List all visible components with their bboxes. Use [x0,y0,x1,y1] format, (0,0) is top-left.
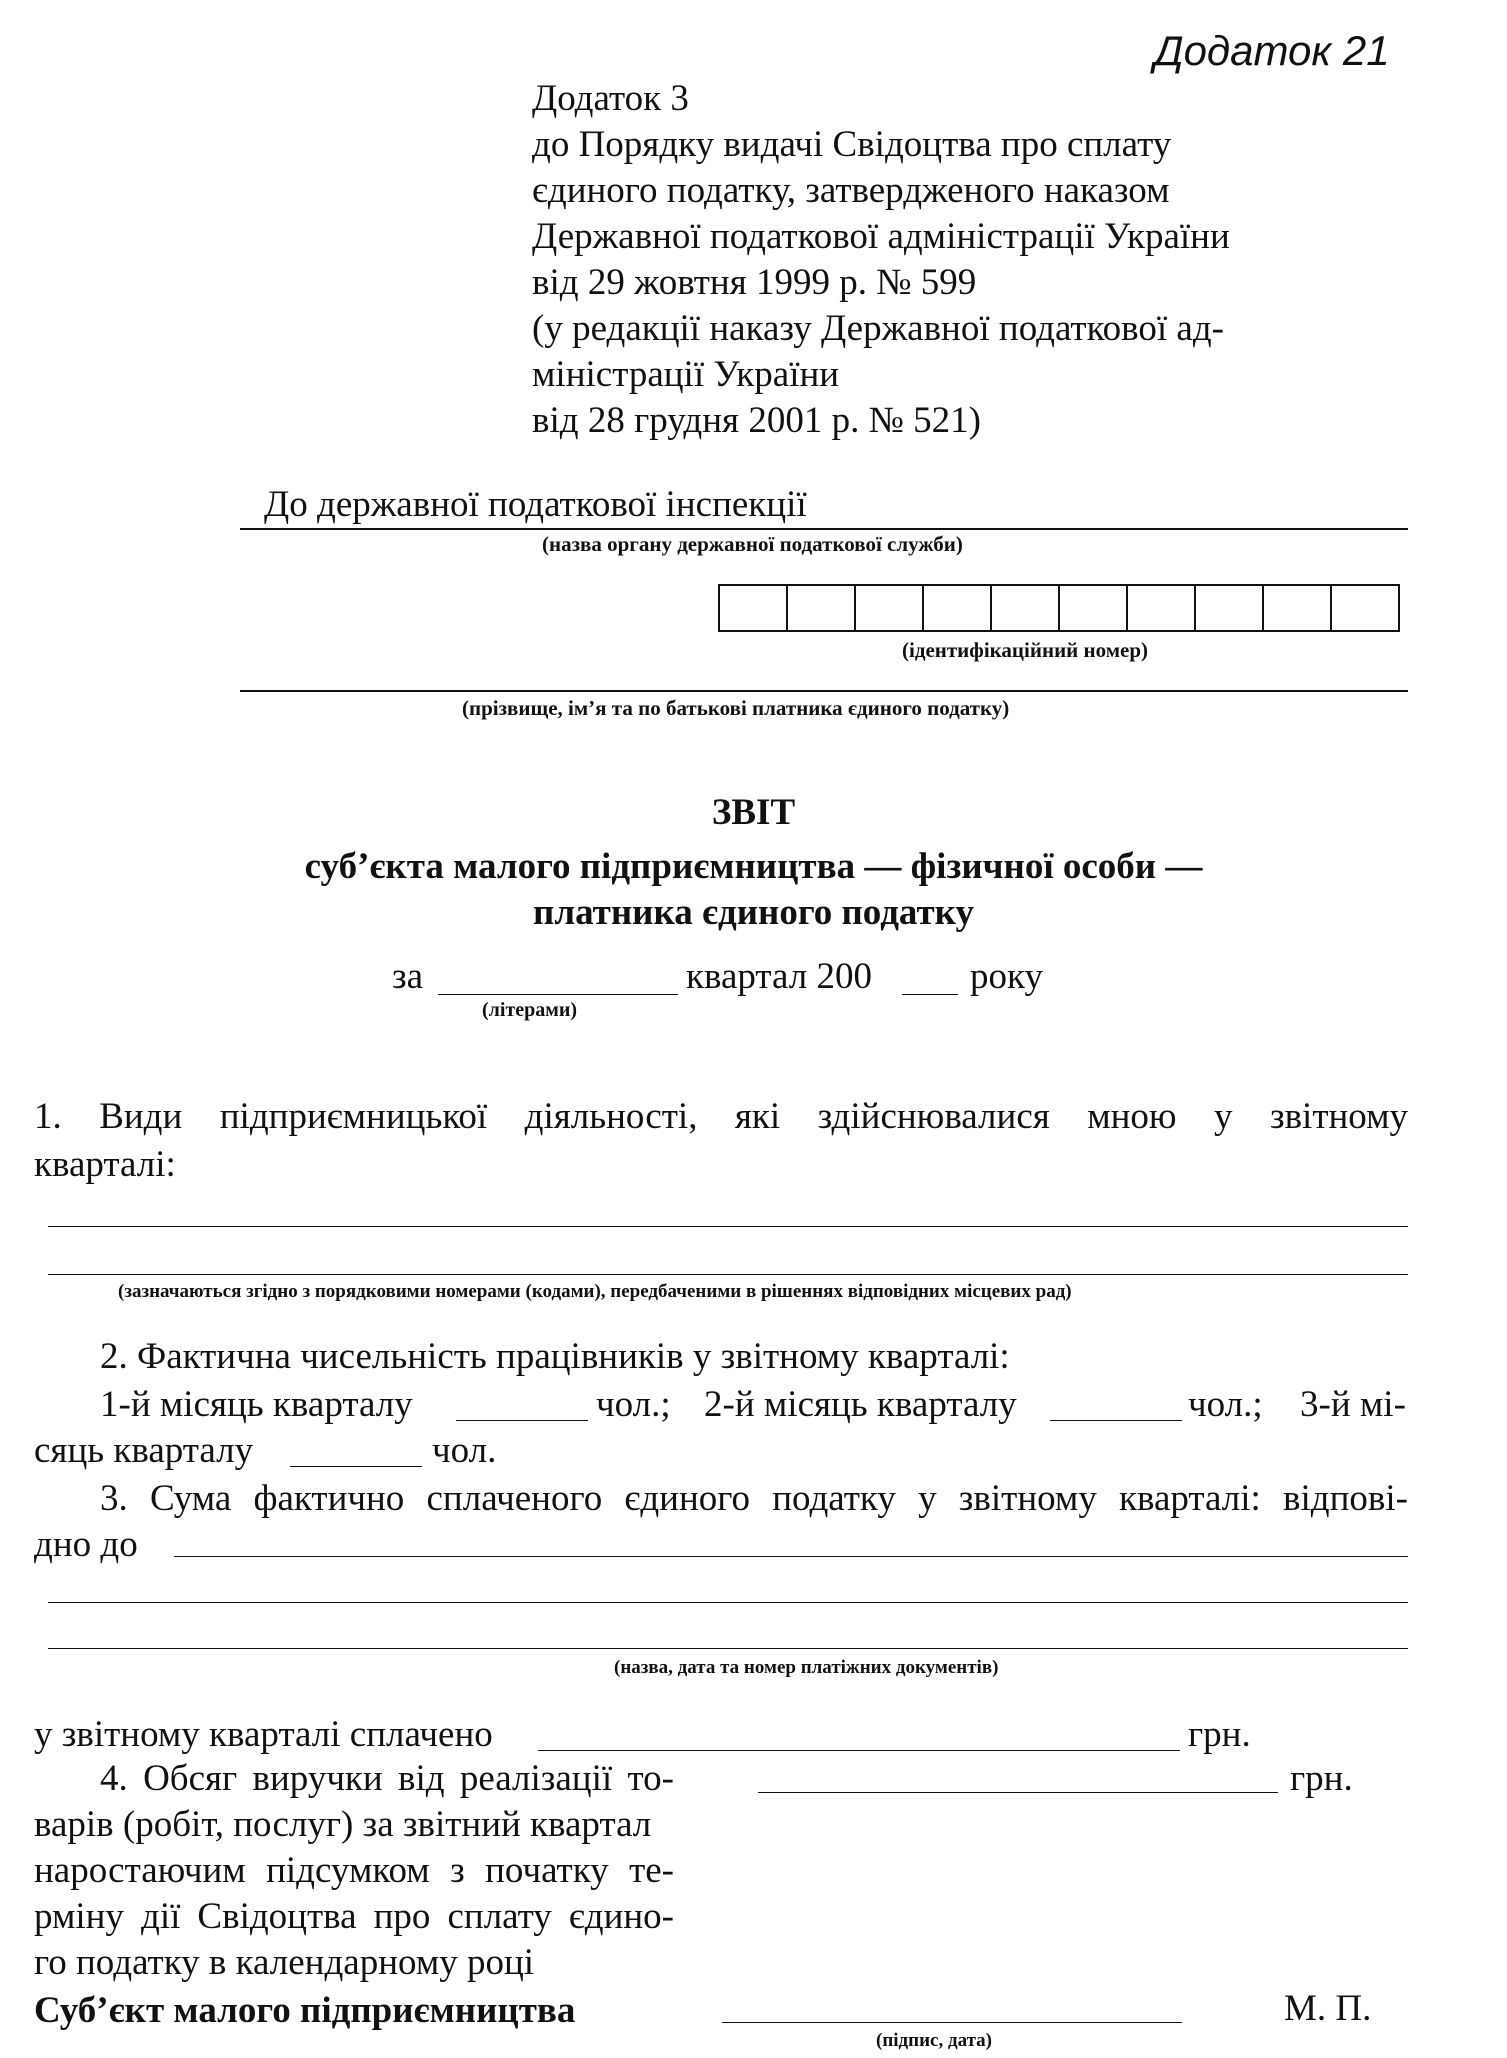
unit-label: чол. [432,1430,497,1471]
stamp-label: М. П. [1284,1988,1372,2029]
year-field[interactable] [902,994,958,995]
section3-text: дно до [34,1524,138,1565]
section1-caption: (зазначаються згідно з порядковими номерами (кодами), передбаченими в рішеннях відповідних місцевих рад) [118,1281,1072,1302]
paid-amount-field[interactable] [538,1750,1180,1751]
month2-label: 2-й місяць кварталу [704,1384,1017,1425]
revenue-amount-field[interactable] [758,1792,1278,1793]
payer-caption: (прізвище, ім’я та по батькові платника єдиного податку) [462,696,1010,720]
id-number-boxes[interactable] [718,584,1400,632]
period-prefix: за [392,956,424,997]
section1-text: 1. Види підприємницької діяльності, які здійснювалися мною у звітному [34,1096,1408,1137]
id-digit-box[interactable] [720,586,788,630]
reference-line: (у редакції наказу Державної податкової ад- [532,308,1224,349]
reference-line: від 28 грудня 2001 р. № 521) [532,400,981,441]
section4-text: го податку в календарному році [34,1942,535,1983]
month3-label: 3-й мі- [1300,1384,1406,1425]
month1-field[interactable] [456,1420,588,1421]
section3-caption: (назва, дата та номер платіжних документів) [614,1657,999,1678]
reference-line: від 29 жовтня 1999 р. № 599 [532,262,977,303]
section2-text: 2. Фактична чисельність працівників у звітному кварталі: [100,1336,1010,1377]
quarter-field[interactable] [438,994,678,995]
recipient-line[interactable] [240,528,1408,530]
unit-label: чол.; [1188,1384,1263,1425]
section4-text: 4. Обсяг виручки від реалізації то- [100,1758,674,1799]
reference-line: Додаток 3 [532,78,689,119]
id-digit-box[interactable] [856,586,924,630]
month2-field[interactable] [1050,1420,1182,1421]
id-caption: (ідентифікаційний номер) [902,638,1149,662]
addendum-label: Додаток 21 [1154,27,1390,74]
id-digit-box[interactable] [1128,586,1196,630]
payment-docs-line[interactable] [174,1556,1408,1557]
currency-label: грн. [1188,1714,1251,1755]
signature-label: Суб’єкт малого підприємництва [34,1990,576,2031]
section3-text: 3. Сума фактично сплаченого єдиного податку у звітному кварталі: відпові- [100,1478,1408,1519]
recipient-label: До державної податкової інспекції [264,484,807,525]
paid-label: у звітному кварталі сплачено [34,1714,493,1755]
id-digit-box[interactable] [992,586,1060,630]
reference-line: єдиного податку, затвердженого наказом [532,170,1170,211]
id-digit-box[interactable] [924,586,992,630]
section4-text: рміну дії Свідоцтва про сплату єдино- [34,1896,674,1937]
recipient-caption: (назва органу державної податкової служби) [542,532,963,556]
signature-field[interactable] [722,2022,1182,2023]
period-suffix: року [970,956,1043,997]
id-digit-box[interactable] [1060,586,1128,630]
activity-line[interactable] [48,1226,1408,1227]
reference-line: міністрації України [532,354,840,395]
reference-line: Державної податкової адміністрації України [532,216,1230,257]
id-digit-box[interactable] [1196,586,1264,630]
period-caption: (літерами) [482,999,578,1021]
signature-caption: (підпис, дата) [876,2030,993,2051]
id-digit-box[interactable] [1264,586,1332,630]
section4-text: наростаючим підсумком з початку те- [34,1850,674,1891]
id-digit-box[interactable] [788,586,856,630]
payment-docs-line[interactable] [48,1602,1408,1603]
section4-text: варів (робіт, послуг) за звітний квартал [34,1804,652,1845]
month1-label: 1-й місяць кварталу [100,1384,413,1425]
activity-line[interactable] [48,1274,1408,1275]
report-title: ЗВІТ [711,792,796,833]
month3-label: сяць кварталу [34,1430,254,1471]
period-quarter: квартал 200 [686,956,872,997]
payer-name-line[interactable] [240,690,1408,692]
payment-docs-line[interactable] [48,1648,1408,1649]
id-digit-box[interactable] [1332,586,1400,630]
currency-label: грн. [1290,1758,1353,1799]
report-subtitle: платника єдиного податку [533,892,974,933]
reference-line: до Порядку видачі Свідоцтва про сплату [532,124,1172,165]
month3-field[interactable] [290,1466,422,1467]
report-subtitle: суб’єкта малого підприємництва — фізичної особи — [304,846,1203,887]
unit-label: чол.; [596,1384,671,1425]
section1-text: кварталі: [34,1144,176,1185]
